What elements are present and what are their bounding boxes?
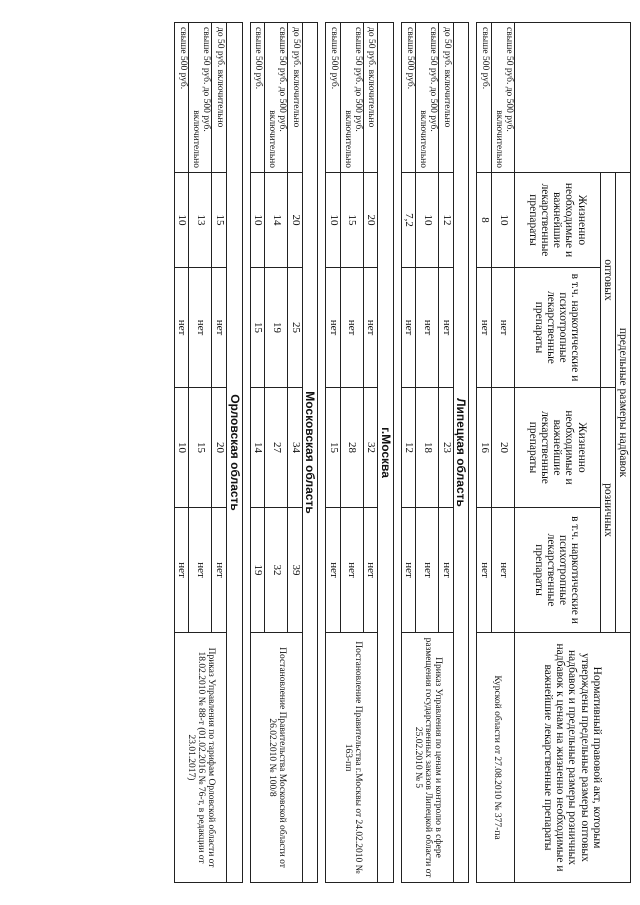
price-range: до 50 руб. включительно (215, 27, 226, 128)
region-title: Московская область (302, 23, 318, 883)
retail-narcotic-value: нет (326, 508, 341, 633)
wholesale-narcotic-value: 15 (250, 268, 265, 388)
price-range-cell (363, 23, 378, 173)
region-title: г.Москва (378, 23, 394, 883)
price-range: свыше 500 руб. (404, 27, 415, 90)
wholesale-header: оптовых (600, 173, 615, 388)
retail-narcotic-value: 19 (250, 508, 265, 633)
price-range: свыше 500 руб. (480, 27, 491, 90)
limit-header: предельные размеры надбавок (615, 173, 630, 633)
spacer-cell (242, 23, 250, 883)
spacer-cell (393, 23, 401, 883)
price-range-cell (288, 23, 303, 173)
price-range: до 50 руб. включительно (290, 27, 301, 128)
price-range-cell (326, 23, 341, 173)
spacer-row (318, 23, 326, 883)
price-range-cell (340, 23, 363, 173)
price-range: свыше 500 руб. (177, 27, 188, 90)
price-range: свыше 50 руб. до 500 руб. (503, 27, 514, 132)
price-range: свыше 50 руб. до 500 руб. (428, 27, 439, 132)
retail-vital-value: 15 (189, 388, 212, 508)
retail-vital-value: 12 (401, 388, 416, 508)
retail-header: розничных (600, 388, 615, 633)
table-row (288, 23, 303, 883)
region-title: Липецкая область (453, 23, 469, 883)
retail-vital-value: 15 (326, 388, 341, 508)
retail-vital-value: 14 (250, 388, 265, 508)
wholesale-narcotic-value: 19 (265, 268, 288, 388)
table-row (363, 23, 378, 883)
spacer-cell (469, 23, 477, 883)
retail-narcotic-value: 39 (288, 508, 303, 633)
wholesale-vital-value: 15 (340, 173, 363, 268)
wholesale-narcotic-value: нет (439, 268, 454, 388)
wholesale-narcotic-value: нет (212, 268, 227, 388)
price-range-cell (212, 23, 227, 173)
retail-vital-value: 16 (477, 388, 492, 508)
price-range: свыше 50 руб. до 500 руб. (352, 27, 363, 132)
price-range-sub: включительно (342, 110, 353, 168)
regulatory-act-cell: Приказ Управления по тарифам Орловской области от 18.02.2010 № 88-т (01.02.2016 № 76-т, в редакции от 23.01.2017) (174, 633, 226, 883)
retail-vital-value: 32 (363, 388, 378, 508)
retail-narcotic-value: нет (212, 508, 227, 633)
spacer-row (469, 23, 477, 883)
wholesale-narcotic-value: нет (401, 268, 416, 388)
retail-vital-header: Жизненно необходимые и важнейшие лекарственные препараты (514, 388, 600, 508)
wholesale-narcotic-value: нет (416, 268, 439, 388)
region-title-row (453, 23, 469, 883)
wholesale-narcotic-value: 25 (288, 268, 303, 388)
wholesale-narcotic-value: нет (189, 268, 212, 388)
price-range-cell (401, 23, 416, 173)
retail-vital-value: 27 (265, 388, 288, 508)
spacer-row (242, 23, 250, 883)
regulatory-act-cell: Курской области от 27.08.2010 № 377-па (477, 633, 514, 883)
range-header-cell (514, 23, 630, 173)
region-title-row (378, 23, 394, 883)
wholesale-narcotic-value: нет (363, 268, 378, 388)
retail-narcotic-value: нет (340, 508, 363, 633)
regulatory-act-cell: Приказ Управления по ценам и контролю в сфере размещения государственных заказов Липецкой области от 25.02.2010 № 5 (401, 633, 453, 883)
rotated-table-wrapper (93, 22, 631, 882)
wholesale-narcotic-value: нет (340, 268, 363, 388)
price-range-cell (174, 23, 189, 173)
retail-vital-value: 20 (212, 388, 227, 508)
wholesale-narcotic-value: нет (326, 268, 341, 388)
price-range-cell (189, 23, 212, 173)
retail-narcotic-value: нет (491, 508, 514, 633)
retail-vital-value: 23 (439, 388, 454, 508)
wholesale-vital-value: 14 (265, 173, 288, 268)
price-range: до 50 руб. включительно (442, 27, 453, 128)
wholesale-vital-value: 12 (439, 173, 454, 268)
regions-body (174, 23, 477, 883)
price-range: свыше 50 руб. до 500 руб. (201, 27, 212, 132)
price-range-cell (477, 23, 492, 173)
price-range-sub: включительно (267, 110, 278, 168)
price-range-cell (250, 23, 265, 173)
price-range: свыше 500 руб. (253, 27, 264, 90)
price-range-sub: включительно (191, 110, 202, 168)
price-range-cell (439, 23, 454, 173)
retail-narcotic-value: нет (174, 508, 189, 633)
retail-vital-value: 20 (491, 388, 514, 508)
retail-narcotic-value: нет (189, 508, 212, 633)
retail-narcotic-value: 32 (265, 508, 288, 633)
table-row (491, 23, 514, 883)
wholesale-vital-value: 8 (477, 173, 492, 268)
region-title: Орловская область (226, 23, 242, 883)
wholesale-vital-header: Жизненно необходимые и важнейшие лекарственные препараты (514, 173, 600, 268)
wholesale-narcotic-value: нет (491, 268, 514, 388)
wholesale-vital-value: 10 (491, 173, 514, 268)
regulatory-act-cell: Постановление Правительства Московской области от 26.02.2010 № 100/8 (250, 633, 302, 883)
price-range: свыше 500 руб. (328, 27, 339, 90)
retail-narcotic-value: нет (401, 508, 416, 633)
wholesale-vital-value: 10 (250, 173, 265, 268)
retail-narcotic-header: в т.ч. наркотические и психотропные лекарственные препараты (514, 508, 600, 633)
price-range-sub: включительно (493, 110, 504, 168)
wholesale-vital-value: 10 (416, 173, 439, 268)
spacer-cell (318, 23, 326, 883)
retail-vital-value: 34 (288, 388, 303, 508)
retail-narcotic-value: нет (416, 508, 439, 633)
retail-vital-value: 28 (340, 388, 363, 508)
wholesale-vital-value: 10 (174, 173, 189, 268)
wholesale-vital-value: 20 (288, 173, 303, 268)
wholesale-narcotic-value: нет (174, 268, 189, 388)
retail-narcotic-value: нет (477, 508, 492, 633)
retail-vital-value: 18 (416, 388, 439, 508)
wholesale-vital-value: 13 (189, 173, 212, 268)
retail-vital-value: 10 (174, 388, 189, 508)
wholesale-narcotic-header: в т.ч. наркотические и психотропные лекарственные препараты (514, 268, 600, 388)
price-range-cell (416, 23, 439, 173)
wholesale-vital-value: 7,2 (401, 173, 416, 268)
markup-table (174, 22, 631, 883)
retail-narcotic-value: нет (439, 508, 454, 633)
regulatory-act-cell: Постановление Правительства г.Москвы от 24.02.2010 № 163-пп (326, 633, 378, 883)
wholesale-vital-value: 20 (363, 173, 378, 268)
wholesale-vital-value: 15 (212, 173, 227, 268)
spacer-row (393, 23, 401, 883)
price-range: до 50 руб. включительно (366, 27, 377, 128)
price-range-sub: включительно (418, 110, 429, 168)
price-range-cell (491, 23, 514, 173)
region-title-row (302, 23, 318, 883)
table-row (439, 23, 454, 883)
price-range: свыше 50 руб. до 500 руб. (277, 27, 287, 132)
wholesale-vital-value: 10 (326, 173, 341, 268)
table-row (212, 23, 227, 883)
price-range-cell (265, 23, 288, 173)
region-title-row (226, 23, 242, 883)
retail-narcotic-value: нет (363, 508, 378, 633)
wholesale-narcotic-value: нет (477, 268, 492, 388)
act-header: Нормативный правовой акт, которым утверждены предельные размеры оптовых надбавок и предельные размеры розничных надбавок к ценам на жизненно необходимые и важнейшие лекарственные препараты (514, 633, 630, 883)
